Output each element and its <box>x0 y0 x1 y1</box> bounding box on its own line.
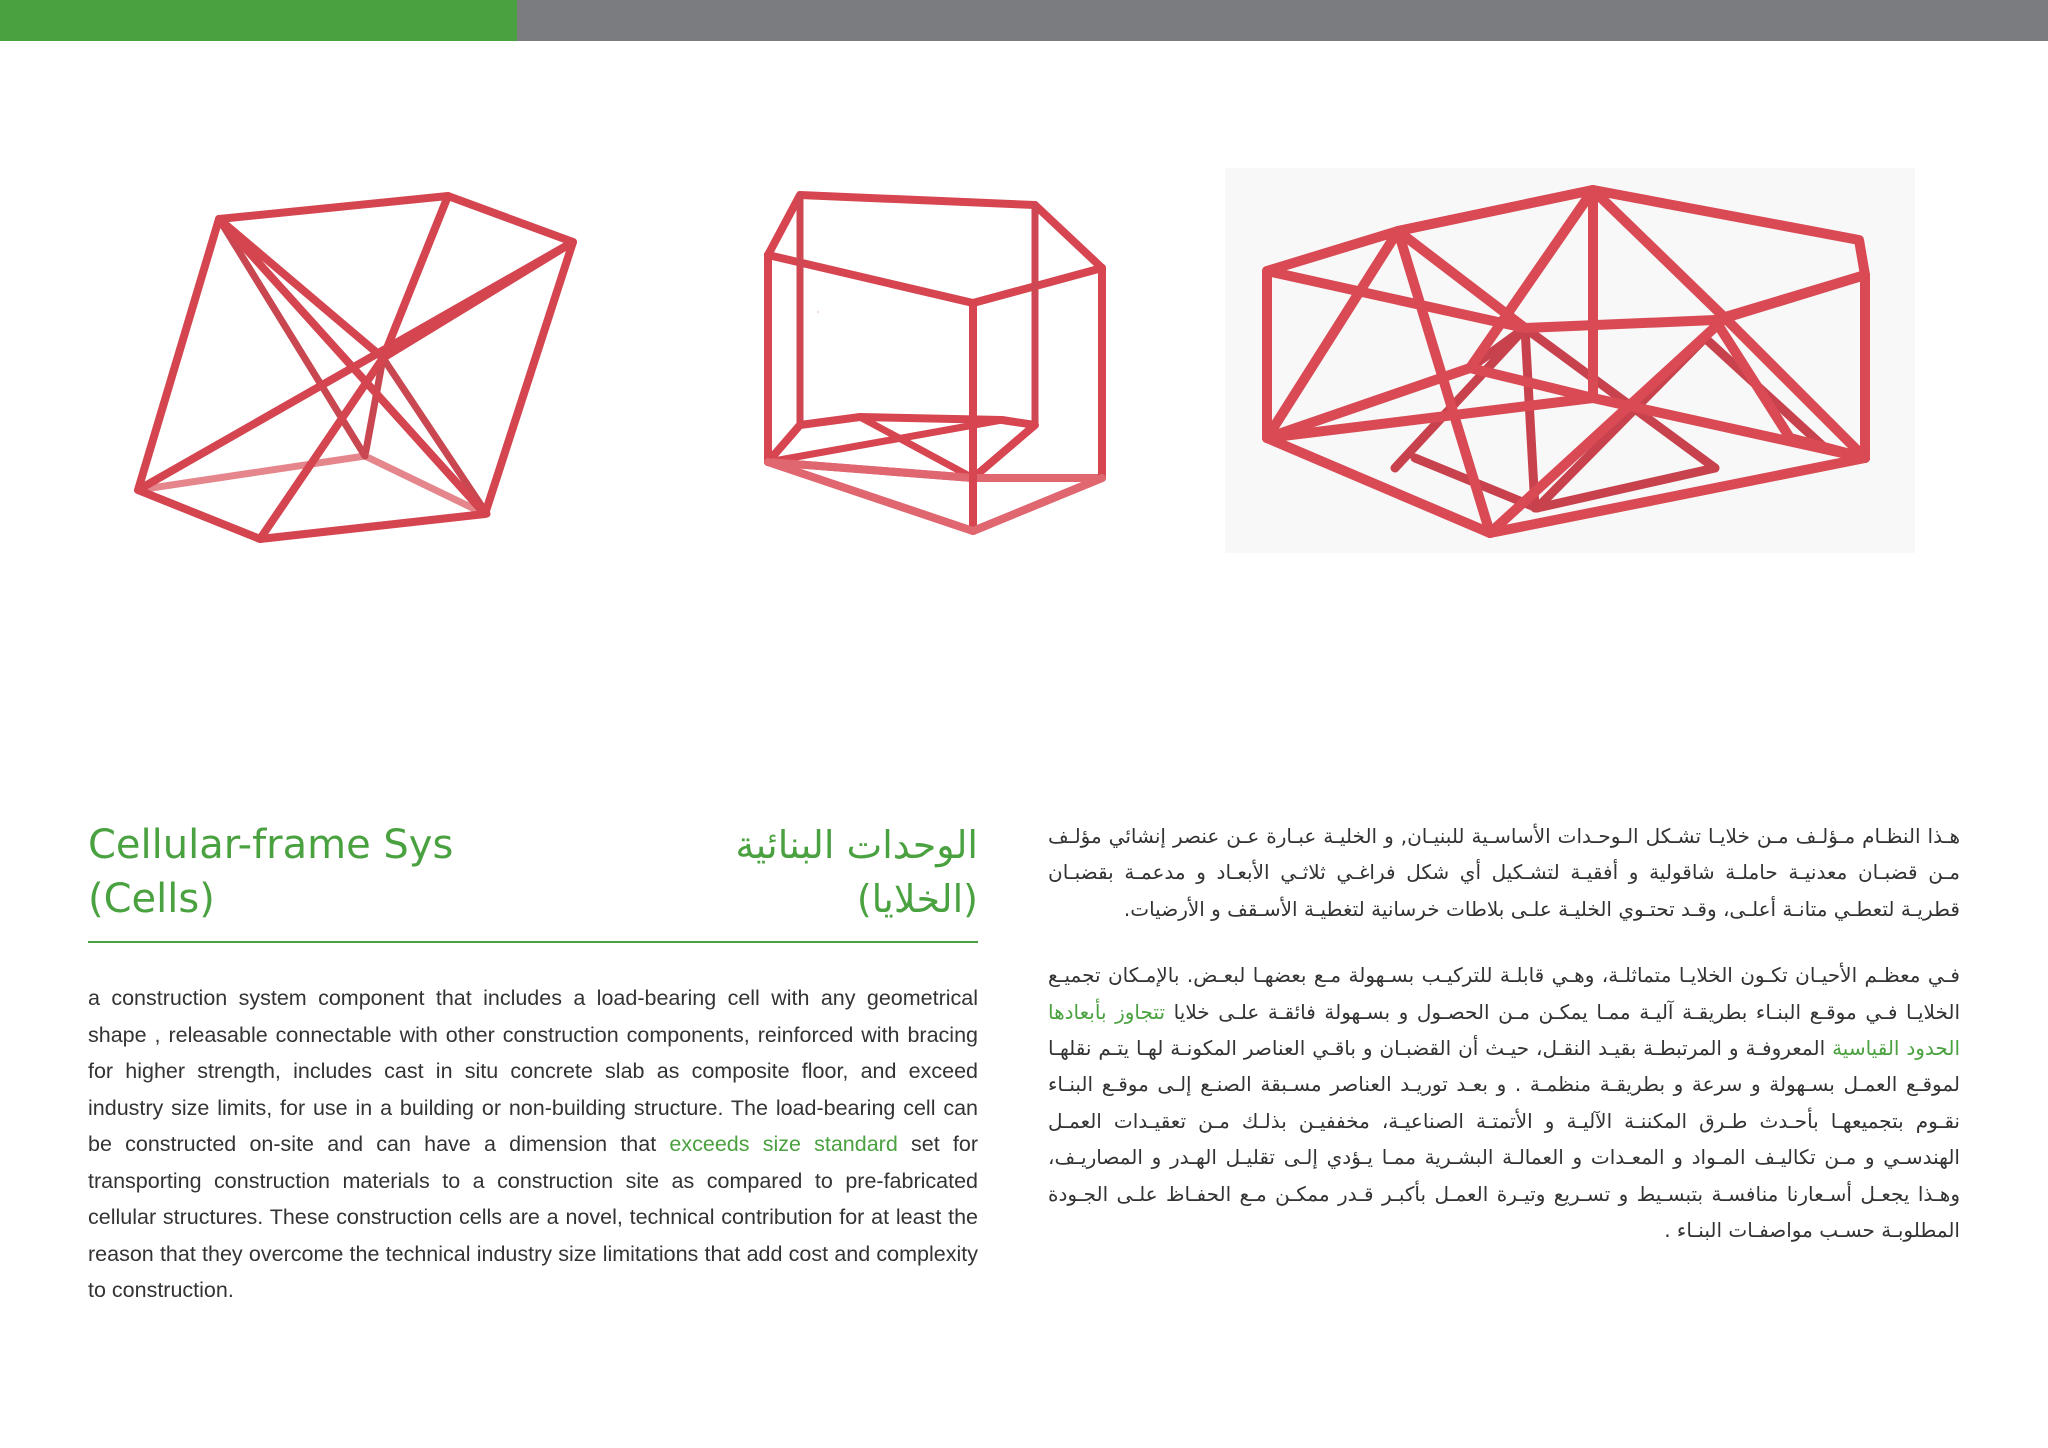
english-heading <box>88 818 558 926</box>
english-description <box>88 980 978 1309</box>
english-heading-line-1: Cellular-frame Sys <box>88 822 454 868</box>
arabic-heading <box>600 818 978 926</box>
arabic-paragraph-2-highlight: تتجاوز بأبعادها الحدود القياسية <box>1048 999 1960 1061</box>
arabic-paragraph-2 <box>1048 957 1960 1248</box>
braced-hexagonal-cell-frame-figure <box>1225 168 1915 553</box>
arabic-paragraph-1: هـذا النظـام مـؤلـف مـن خلايـا تشـكل الـوحـدات الأساسـية للبنيـان, و الخليـة عبـارة عـن عنصر إنشائي مؤلـف مـن قضبـان معدنيـة حاملـة شاقولية و أفقيـة لتشـكيل أي شكل فراغـي ثلاثـي الأبعـاد و مدعمـة بقضبـان قطريـة لتعطـي متانـة أعلـى، وقـد تحتـوي الخليـة علـى بلاطات خرسانية لتغطيـة الأسـقف و الأرضيات. <box>1048 824 1960 921</box>
hexagonal-prism-cell-frame-figure <box>720 185 1120 550</box>
top-bar-gray-segment <box>517 0 2048 41</box>
arabic-description <box>1048 818 1960 1248</box>
heading-divider <box>88 941 978 943</box>
arabic-paragraph-2-part-2: المعروفـة و المرتبطـة بقيـد النقـل، حيـث أن القضبـان و باقـي العناصر المكونـة لهـا يتـم نقلهـا لموقـع العمـل بسـهولة و سرعة و بطريقـة منظمـة . و بعـد توريـد العناصر مسـبقة الصنـع إلـى موقـع البنـاء نقـوم بتجميعهـا بأحـدث طـرق المكننـة الآليـة و الأتمتـة الصناعيـة، مخففيـن بذلـك مـن تعقيـدات العمـل الهندسـي و مـن تكاليـف المـواد و المعـدات و العمالـة البشـرية ممـا يـؤدي إلـى تقليـل الهـدر و المصاريـف، وهـذا يجعـل أسـعارنا منافسـة بتبسـيط و تسـريع وتيـرة العمـل بأكبـر قـدر ممكـن مـع الحفـاظ علـى الجـودة المطلوبـة حسـب مواصفـات البنـاء . <box>1048 1036 1960 1243</box>
arabic-paragraph-2-part-1: فـي معظـم الأحيـان تكـون الخلايـا متماثلـة، وهـي قابلـة للتركيـب بسـهولة مـع بعضهـا لبعـض. بالإمـكان تجميـع الخلايـا فـي موقـع البنـاء بطريقـة آليـة ممـا يمكـن مـن الحصـول و بسـهولة فائقـة علـى خلايا <box>1048 963 1961 1024</box>
parallelepiped-cell-frame-drawing <box>125 175 595 555</box>
english-description-part-2: set for transporting construction materials to a construction site as compared to pre-fabricated cellular structures. These construction cells are a novel, technical contribution for at least the reason that they overcome the technical industry size limitations that add cost and complexity to construction. <box>88 1132 978 1302</box>
english-description-part-1: a construction system component that includes a load-bearing cell with any geometrical shape , releasable connectable with other construction components, reinforced with bracing for higher strength, includes cast in situ concrete slab as composite floor, and exceed industry size limits, for use in a building or non-building structure. The load-bearing cell can be constructed on-site and can have a dimension that <box>88 986 978 1156</box>
braced-hexagonal-cell-frame-drawing <box>1225 168 1915 553</box>
parallelepiped-cell-frame-figure <box>125 175 595 555</box>
hexagonal-prism-cell-frame-drawing <box>720 185 1120 550</box>
arabic-heading-line-1: الوحدات البنائية <box>735 823 978 867</box>
top-bar-green-segment <box>0 0 517 41</box>
english-heading-line-2: (Cells) <box>88 876 215 922</box>
english-description-highlight: exceeds size standard <box>669 1132 898 1156</box>
arabic-heading-line-2: (الخلايا) <box>856 877 978 921</box>
top-accent-bar <box>0 0 2048 41</box>
